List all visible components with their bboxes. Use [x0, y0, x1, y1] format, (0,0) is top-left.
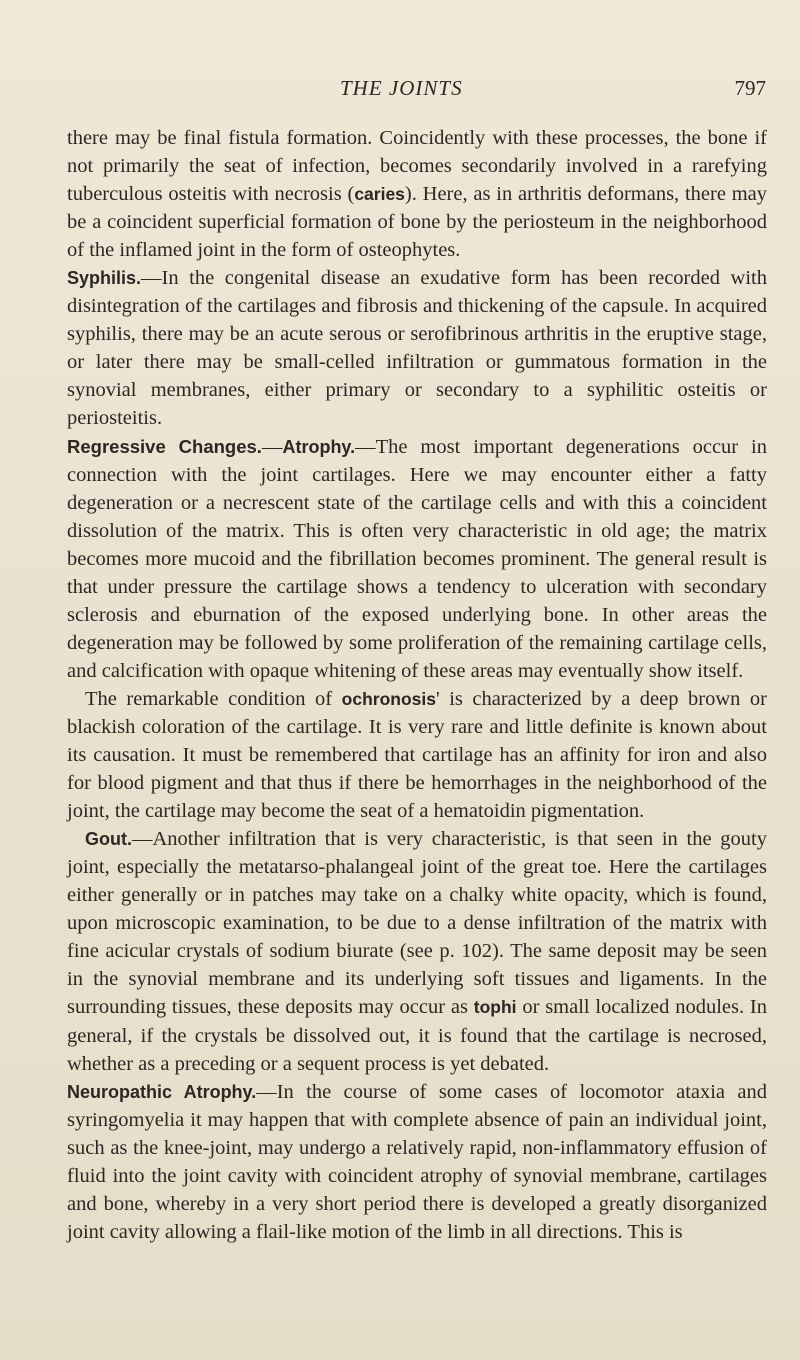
paragraph-ochronosis — [67, 685, 767, 825]
body-text — [67, 124, 767, 1246]
term-tophi: tophi — [473, 997, 517, 1018]
term-ochronosis: ochronosis — [341, 688, 436, 709]
paragraph-text: The remarkable condition of — [85, 687, 342, 710]
paragraph-text: —The most important degenerations occur in connection with the joint cartilages. Here we may encounter either a fatty degeneration or a necrescent state of the cartilage cells and with this a coincident dissolution of the matrix. This is often very characteristic in old age; the matrix becomes more mucoid and the fibrillation becomes prominent. The general result is that under pressure the cartilage shows a tendency to ulceration with secondary sclerosis and eburnation of the exposed underlying bone. In other areas the degeneration may be followed by some proliferation of the remaining cartilage cells, and calcification with opaque whitening of these areas may eventually show itself. — [67, 435, 767, 682]
paragraph-regressive-changes — [67, 433, 767, 685]
paragraph-text: ). Here, as in arthritis deformans, there may be a coincident superficial formation of bone by the periosteum in the neighborhood of the inflamed joint in the form of osteophytes. — [67, 183, 767, 262]
paragraph-text: or small localized nodules. In general, if the crystals be dissolved out, it is found that the cartilage is necrosed, whether as a preceding or a sequent process is yet debated. — [67, 996, 767, 1075]
paragraph-text: —Another infiltration that is very characteristic, is that seen in the gouty joint, especially the metatarso-phalangeal joint of the great toe. Here the cartilages either generally or in patches may take on a chalky white opacity, which is found, upon microscopic examination, to be due to a dense infiltration of the matrix with fine acicular crystals of sodium biurate (see p. 102). The same deposit may be seen in the synovial membrane and its underlying soft tissues and ligaments. In the surrounding tissues, these deposits may occur as — [67, 828, 767, 1019]
paragraph-text: —In the congenital disease an exudative form has been recorded with disintegration of the cartilages and fibrosis and thickening of the capsule. In acquired syphilis, there may be an acute serous or serofibrinous arthritis in the eruptive stage, or later there may be small-celled infiltration or gummatous formation in the synovial membranes, either primary or secondary to a syphilitic osteitis or periosteitis. — [67, 267, 767, 430]
page-header — [67, 62, 766, 102]
paragraph-syphilis — [67, 264, 767, 432]
dash: — — [261, 435, 283, 458]
paragraph-neuropathic-atrophy — [67, 1078, 767, 1246]
page-number: 797 — [734, 76, 766, 100]
heading-syphilis: Syphilis. — [67, 268, 142, 289]
heading-gout: Gout. — [85, 829, 132, 850]
paragraph-text: ' is characterized by a deep brown or blackish coloration of the cartilage. It is very rare and little definite is known about its causation. It must be remembered that cartilage has an affinity for iron and also for blood pigment and that thus if there be hemorrhages in the neighborhood of the joint, the cartilage may become the seat of a hematoidin pigmentation. — [67, 687, 768, 823]
paragraph-text: there may be final fistula formation. Coincidently with these processes, the bone if not primarily the seat of infection, becomes secondarily involved in a rarefying tuberculous osteitis with necrosis ( — [67, 127, 767, 206]
heading-regressive-changes: Regressive Changes. — [67, 435, 262, 457]
paragraph-tuberculosis-continuation — [67, 124, 767, 264]
paragraph-text: —In the course of some cases of locomotor ataxia and syringomyelia it may happen that with complete absence of pain an individual joint, such as the knee-joint, may undergo a relatively rapid, non-inflammatory effusion of fluid into the joint cavity with coincident atrophy of synovial membrane, cartilages and bone, whereby in a very short period there is developed a greatly disorganized joint cavity allowing a flail-like motion of the limb in all directions. This is — [67, 1080, 767, 1243]
term-caries: caries — [354, 184, 405, 205]
running-head: THE JOINTS — [340, 76, 463, 100]
paragraph-gout — [67, 825, 767, 1077]
heading-atrophy: Atrophy. — [282, 436, 356, 457]
heading-neuropathic-atrophy: Neuropathic Atrophy. — [67, 1081, 257, 1102]
